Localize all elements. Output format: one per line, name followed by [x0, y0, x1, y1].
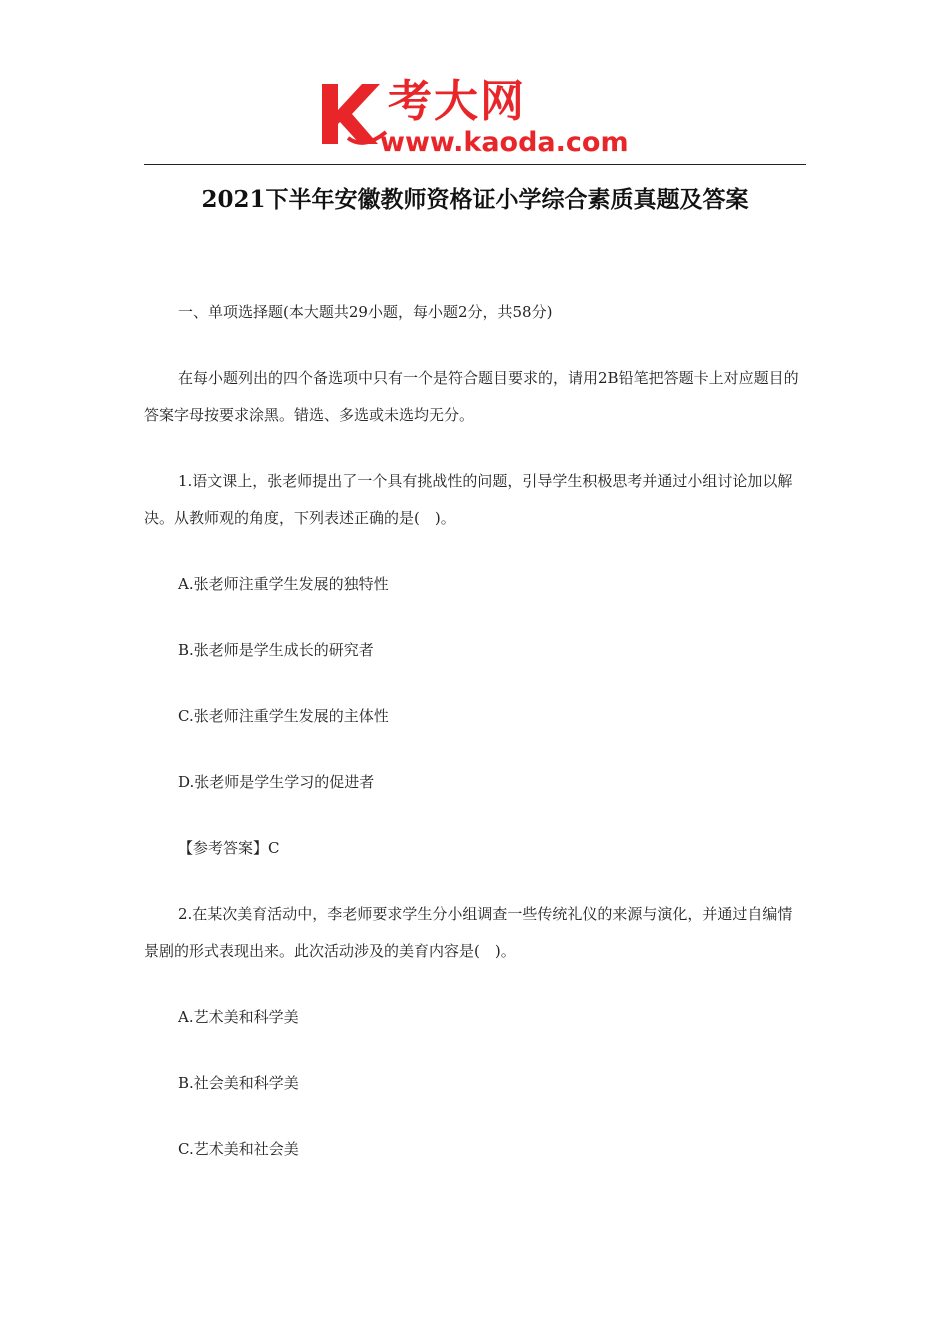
logo-chinese-text: 考大网 — [388, 76, 526, 127]
logo-url-text: www.kaoda.com — [380, 127, 629, 158]
reference-answer: 【参考答案】C — [178, 839, 280, 857]
question-option: C.艺术美和社会美 — [178, 1140, 299, 1158]
kaoda-logo — [318, 78, 638, 160]
section-heading: 一、单项选择题(本大题共29小题，每小题2分，共58分) — [178, 303, 553, 321]
instructions-paragraph: 在每小题列出的四个备选项中只有一个是符合题目要求的，请用2B铅笔把答题卡上对应题目的答案字母按要求涂黑。错选、多选或未选均无分。 — [144, 369, 799, 424]
document-title: 2021下半年安徽教师资格证小学综合素质真题及答案 — [201, 186, 749, 213]
question-stem: 1.语文课上，张老师提出了一个具有挑战性的问题，引导学生积极思考并通过小组讨论加以解决。从教师观的角度，下列表述正确的是( )。 — [144, 472, 793, 527]
header-divider — [144, 164, 806, 165]
document-body — [144, 294, 806, 1197]
question-option: D.张老师是学生学习的促进者 — [178, 773, 375, 791]
question-option: B.社会美和科学美 — [178, 1074, 299, 1092]
question-option: B.张老师是学生成长的研究者 — [178, 641, 374, 659]
question-option: A.艺术美和科学美 — [178, 1008, 299, 1026]
question-stem: 2.在某次美育活动中，李老师要求学生分小组调查一些传统礼仪的来源与演化，并通过自编情景剧的形式表现出来。此次活动涉及的美育内容是( )。 — [144, 905, 793, 960]
question-option: C.张老师注重学生发展的主体性 — [178, 707, 389, 725]
question-option: A.张老师注重学生发展的独特性 — [178, 575, 389, 593]
